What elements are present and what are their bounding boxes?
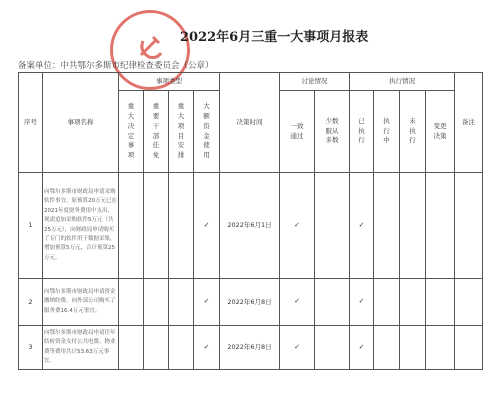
header-discuss: 讨论情况: [280, 73, 350, 91]
row-name: 向鄂尔多斯市财政局申请往年结转资金支付公共电费、物业费等费用共计53.63万元事宜。: [43, 326, 119, 370]
row-executed-check: ✓: [350, 173, 374, 279]
row-executed-check: ✓: [350, 279, 374, 326]
header-not-executed: 未执行: [400, 91, 426, 173]
row-time: 2022年6月1日: [220, 173, 280, 279]
row-large-funds-check: ✓: [194, 279, 220, 326]
header-majority: 少数服从多数: [315, 91, 350, 173]
row-name: 向鄂尔多斯市财政局申请采购软件事宜。原预算20万元已在2021年度财务费用中支出，现需追加采购软件5万元（共25万元），向财政局申请购买了专门的软件用于数据采集，增加预算5万元，合计预算25万元。: [43, 173, 119, 279]
row-seq: 3: [19, 326, 43, 370]
report-table: [18, 72, 483, 370]
header-seq: 序号: [19, 73, 43, 173]
header-major-project: 重大项目安排: [169, 91, 194, 173]
row-large-funds-check: ✓: [194, 326, 220, 370]
row-seq: 2: [19, 279, 43, 326]
row-seq: 1: [19, 173, 43, 279]
row-executed-check: ✓: [350, 326, 374, 370]
table-row: [19, 326, 483, 370]
header-executed: 已执行: [350, 91, 374, 173]
header-unanimous: 一致通过: [280, 91, 315, 173]
header-exec: 执行情况: [350, 73, 455, 91]
header-time: 决策时间: [220, 73, 280, 173]
header-remark: 备注: [455, 73, 483, 173]
header-large-funds: 大额资金使用: [194, 91, 220, 173]
row-name: 向鄂尔多斯市财政局申请资金缴纳经费，向外部公司购买了服务费16.4万元事宜。: [43, 279, 119, 326]
header-type-group: 事项类型: [119, 73, 220, 91]
row-unanimous-check: ✓: [280, 326, 315, 370]
row-time: 2022年6月8日: [220, 279, 280, 326]
filing-unit: 备案单位：中共鄂尔多斯市纪律检查委员会（公章）: [18, 61, 214, 71]
row-time: 2022年6月8日: [220, 326, 280, 370]
row-unanimous-check: ✓: [280, 173, 315, 279]
table-row: [19, 173, 483, 279]
header-name: 事项名称: [43, 73, 119, 173]
row-large-funds-check: ✓: [194, 173, 220, 279]
row-unanimous-check: ✓: [280, 279, 315, 326]
page-title: 2022年6月三重一大事项月报表: [180, 30, 369, 45]
header-cadre-appointment: 重要干部任免: [144, 91, 169, 173]
table-row: [19, 279, 483, 326]
header-in-progress: 执行中: [374, 91, 400, 173]
header-major-decision: 重大决定事项: [119, 91, 144, 173]
header-changed: 变更决策: [426, 91, 455, 173]
